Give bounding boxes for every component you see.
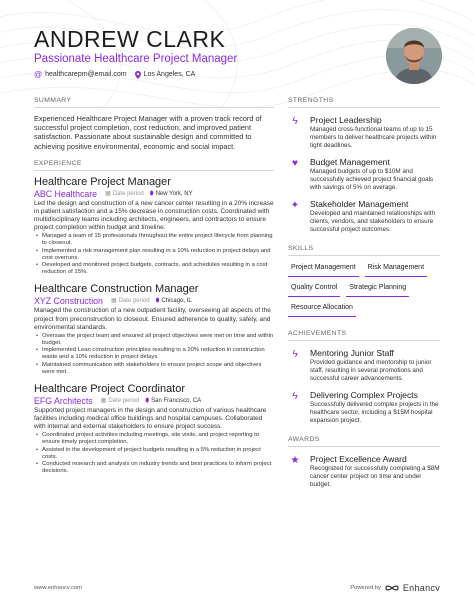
divider <box>288 255 440 256</box>
job-title: Healthcare Construction Manager <box>34 283 199 296</box>
skill-tag: Resource Allocation <box>288 303 356 317</box>
job-bullet: • Managed a team of 15 professionals throughout the entire project lifecycle from planning to closeout. <box>34 233 274 247</box>
skill-tag: Project Management <box>288 263 359 277</box>
summary-heading: SUMMARY <box>34 97 72 104</box>
company-name: ABC Healthcare <box>34 188 98 199</box>
summary-section <box>34 97 274 151</box>
achievements-section <box>288 330 440 425</box>
email-contact[interactable] <box>34 70 127 79</box>
strength-desc: Managed cross-functional teams of up to 15 members to deliver healthcare projects within tight deadlines. <box>310 126 437 149</box>
job-date <box>111 296 150 306</box>
brand-name: Enhancv <box>402 583 440 593</box>
date-text: Date period <box>112 190 144 197</box>
candidate-name: ANDREW CLARK <box>34 26 226 52</box>
strength-desc: Developed and maintained relationships with clients, vendors, and stakeholders to ensure successful project outcomes. <box>310 210 435 233</box>
strength-desc: Managed budgets of up to $10M and successfully achieved project financial goals with savings of 5% on average. <box>310 168 434 191</box>
award-desc: Recognized for successfully completing a $8M cancer center project on time and under budget. <box>310 465 440 488</box>
job-bullet: • Assisted in the development of project budgets resulting in a 5% reduction in project costs. <box>34 447 274 461</box>
divider <box>34 107 274 108</box>
experience-section <box>34 160 274 476</box>
achievements-heading: ACHIEVEMENTS <box>288 330 347 337</box>
location-text: Los Angeles, CA <box>143 71 196 78</box>
skills-section <box>288 245 440 317</box>
company-name: XYZ Construction <box>34 296 103 307</box>
strength-item <box>288 199 440 234</box>
job-bullet: • Implemented a risk management plan resulting in a 10% reduction in project delays and cost overruns. <box>34 248 274 262</box>
resume-header <box>34 26 374 79</box>
company-name: EFG Architects <box>34 395 93 406</box>
job-entry <box>34 282 274 376</box>
calendar-icon: ▦ <box>100 397 107 404</box>
job-location <box>156 296 192 306</box>
calendar-icon: ▦ <box>110 298 117 305</box>
strength-title: Project Leadership <box>310 115 382 125</box>
job-bullets <box>34 432 274 475</box>
achievement-item <box>288 390 440 425</box>
job-meta <box>34 189 274 199</box>
awards-heading: AWARDS <box>288 436 320 443</box>
lightning-icon: ϟ <box>292 116 298 127</box>
skills-heading: SKILLS <box>288 245 314 252</box>
job-bullet: • Oversaw the project team and ensured all project objectives were met on time and within budget. <box>34 333 274 347</box>
location-pin-icon <box>135 71 141 79</box>
divider <box>288 107 440 108</box>
website-link[interactable]: www.enhancv.com <box>34 585 82 591</box>
job-bullet: • Implemented Lean construction principles resulting in a 20% reduction in construction waste and a 10% reduction in project delays. <box>34 347 274 361</box>
location-text: Chicago, IL <box>161 298 192 305</box>
achievement-desc: Provided guidance and mentorship to junior staff, resulting in several promotions and successful career advancements. <box>310 359 432 382</box>
at-icon: @ <box>34 70 43 79</box>
skill-tag: Risk Management <box>365 263 427 277</box>
job-bullets <box>34 233 274 276</box>
strength-item <box>288 115 440 150</box>
strength-item <box>288 157 440 192</box>
award-title: Project Excellence Award <box>310 454 407 464</box>
job-bullet: • Developed and monitored project budgets, contracts, and schedules resulting in a cost reduction of 15%. <box>34 262 274 276</box>
brand-credit <box>350 583 440 593</box>
email-text: healthcarepm@email.com <box>45 71 127 78</box>
location-pin-icon: ⬮ <box>149 190 154 197</box>
star-icon: ★ <box>290 455 300 466</box>
job-entry <box>34 382 274 476</box>
location-pin-icon: ⬮ <box>155 298 160 305</box>
divider <box>288 340 440 341</box>
date-text: Date period <box>118 298 150 305</box>
left-column <box>34 97 274 475</box>
job-description: Led the design and construction of a new cancer center resulting in a 20% increase in patient satisfaction and a 15% decrease in construction costs. Coordinated with multidisciplinary teams including architects, engineers, and contractors to ensure project completion within budget and timeline. <box>34 199 274 232</box>
job-title: Healthcare Project Manager <box>34 175 171 188</box>
job-description: Supported project managers in the design and construction of various healthcare facilities including medical office buildings and hospital campuses. Collaborated with internal and external stakeholders to ensure project success. <box>34 406 267 431</box>
experience-heading: EXPERIENCE <box>34 159 82 167</box>
job-description: Managed the construction of a new outpatient facility, overseeing all aspects of the project from preconstruction to closeout. Ensured adherence to quality, safety, and environmental standards. <box>34 307 271 331</box>
award-item <box>288 454 440 489</box>
awards-section <box>288 436 440 489</box>
job-meta <box>34 296 274 306</box>
page-footer <box>34 583 440 593</box>
avatar-icon <box>386 28 442 84</box>
job-bullet: • Maintained communication with stakeholders to ensure project scope and objectives were met. <box>34 362 274 376</box>
strength-title: Stakeholder Management <box>310 199 409 209</box>
location-pin-icon: ⬮ <box>145 397 150 404</box>
lightning-icon: ϟ <box>292 349 298 360</box>
heart-icon: ♥ <box>292 158 298 169</box>
achievement-desc: Successfully delivered complex projects in the healthcare sector, including a $15M hospital expansion project. <box>310 401 439 424</box>
achievement-item <box>288 348 440 383</box>
job-location <box>150 189 193 199</box>
location-text: New York, NY <box>155 190 193 197</box>
job-date <box>101 396 140 406</box>
strengths-heading: STRENGTHS <box>288 97 334 104</box>
job-entry <box>34 175 274 277</box>
date-text: Date period <box>108 397 140 404</box>
location-contact <box>135 71 196 79</box>
puzzle-icon: ✦ <box>290 200 300 211</box>
job-bullets <box>34 333 274 376</box>
summary-text: Experienced Healthcare Project Manager with a proven track record of successful project completion, cost reduction, and improved patient satisfaction. Passionate about sustainable design and committed to achieving positive environmental, economic and social impact. <box>34 114 262 151</box>
right-column <box>288 97 440 489</box>
achievement-title: Mentoring Junior Staff <box>310 348 394 358</box>
divider <box>34 170 274 171</box>
job-title: Healthcare Project Coordinator <box>34 382 186 395</box>
skill-tag: Strategic Planning <box>346 283 409 297</box>
job-location <box>145 396 201 406</box>
skills-list <box>288 263 440 317</box>
calendar-icon: ▦ <box>105 190 111 197</box>
powered-by-text: Powered by <box>350 585 381 591</box>
strength-title: Budget Management <box>310 157 390 167</box>
job-date <box>105 189 144 199</box>
divider <box>288 446 440 447</box>
contact-info <box>34 70 374 79</box>
job-meta <box>34 396 274 406</box>
candidate-headline: Passionate Healthcare Project Manager <box>34 53 238 65</box>
strengths-section <box>288 97 440 234</box>
profile-photo <box>386 28 442 84</box>
job-bullet: • Coordinated project activities including meetings, site visits, and project reporting to ensure timely project completion. <box>34 432 274 446</box>
location-text: San Francisco, CA <box>151 397 202 404</box>
enhancv-logo-icon <box>385 584 399 592</box>
lightning-icon: ϟ <box>292 391 298 402</box>
achievement-title: Delivering Complex Projects <box>310 390 418 400</box>
job-bullet: • Conducted research and analysis on industry trends and best practices to inform project decisions. <box>34 461 274 475</box>
skill-tag: Quality Control <box>288 283 340 297</box>
